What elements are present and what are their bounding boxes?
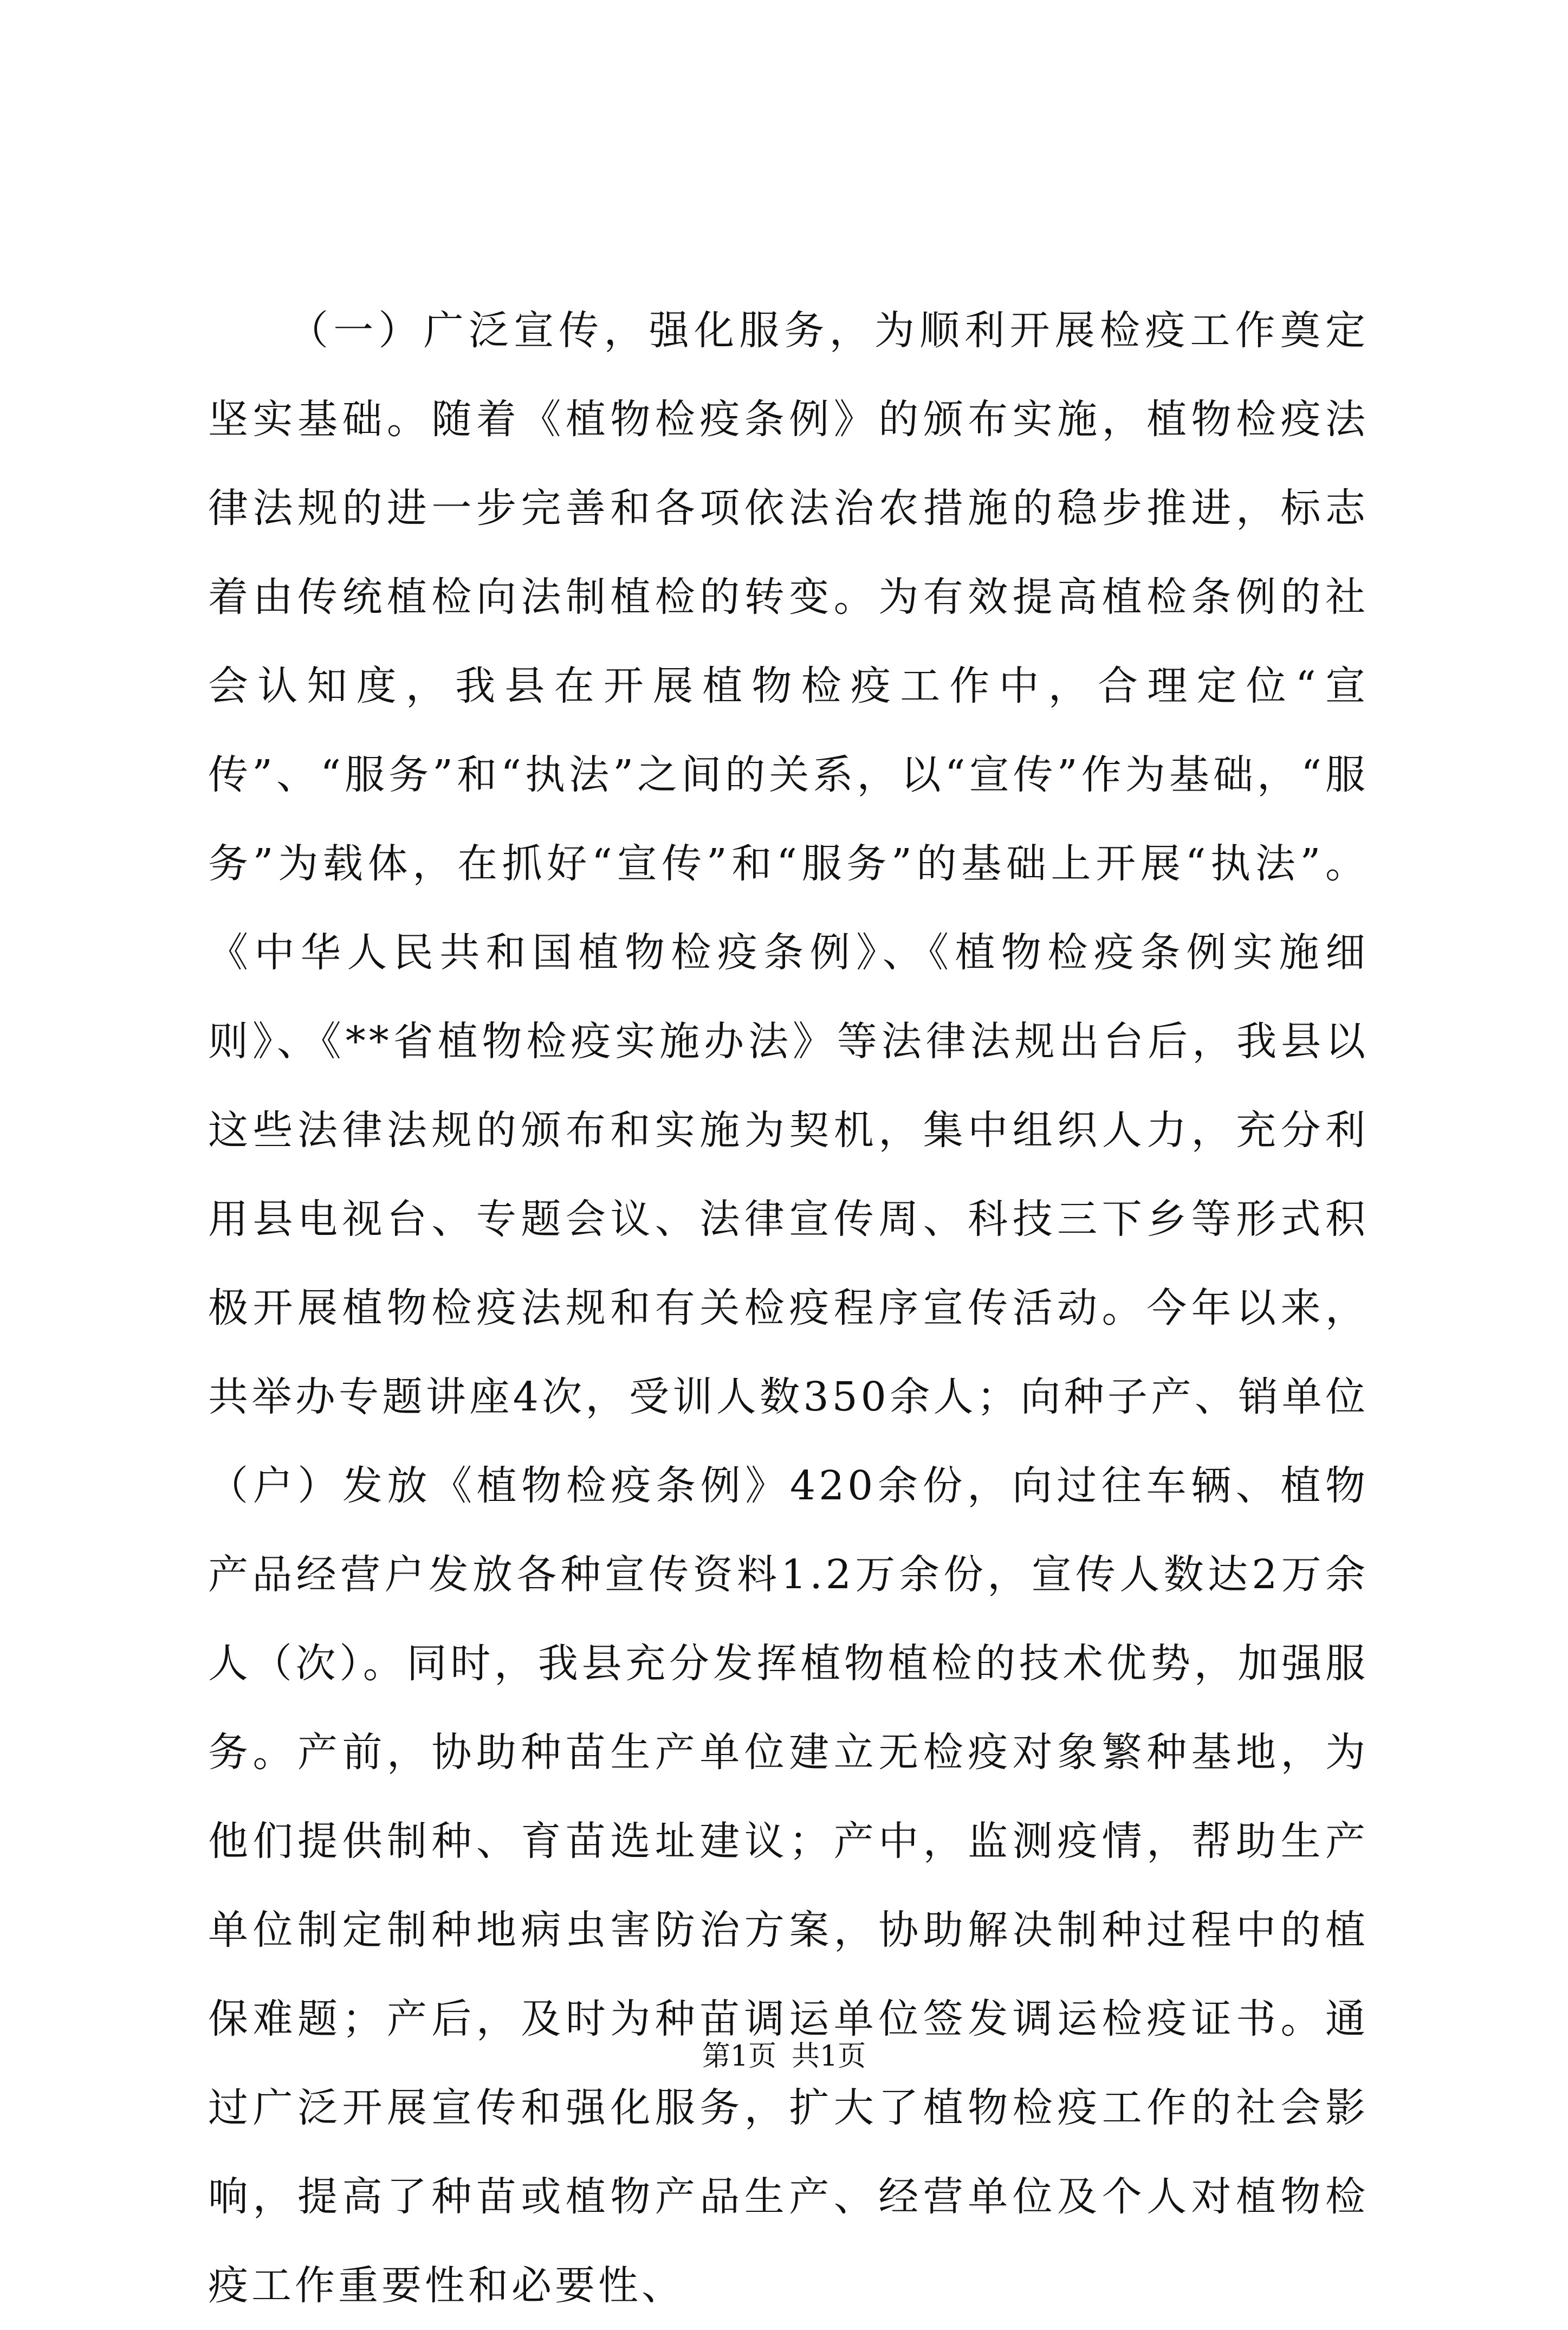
body-paragraph: （一）广泛宣传，强化服务，为顺利开展检疫工作奠定坚实基础。随着《植物检疫条例》的颁布实施，植物检疫法律法规的进一步完善和各项依法治农措施的稳步推进，标志着由传统植检向法制植检的转变。为有效提高植检条例的社会认知度，我县在开展植物检疫工作中，合理定位“宣传”、“服务”和“执法”之间的关系，以“宣传”作为基础，“服务”为载体，在抓好“宣传”和“服务”的基础上开展“执法”。《中华人民共和国植物检疫条例》、《植物检疫条例实施细则》、《**省植物检疫实施办法》等法律法规出台后，我县以这些法律法规的颁布和实施为契机，集中组织人力，充分利用县电视台、专题会议、法律宣传周、科技三下乡等形式积极开展植物检疫法规和有关检疫程序宣传活动。今年以来，共举办专题讲座4次，受训人数350余人；向种子产、销单位（户）发放《植物检疫条例》420余份，向过往车辆、植物产品经营户发放各种宣传资料1.2万余份，宣传人数达2万余人（次）。同时，我县充分发挥植物植检的技术优势，加强服务。产前，协助种苗生产单位建立无检疫对象繁种基地，为他们提供制种、育苗选址建议；产中，监测疫情，帮助生产单位制定制种地病虫害防治方案，协助解决制种过程中的植保难题；产后，及时为种苗调运单位签发调运检疫证书。通过广泛开展宣传和强化服务，扩大了植物检疫工作的社会影响，提高了种苗或植物产品生产、经营单位及个人对植物检疫工作重要性和必要性、 xyxy=(208,307,1369,2309)
page-number-current: 第1页 xyxy=(702,2040,776,2073)
page-number-total: 共1页 xyxy=(792,2040,866,2073)
page-footer xyxy=(0,2033,1568,2074)
